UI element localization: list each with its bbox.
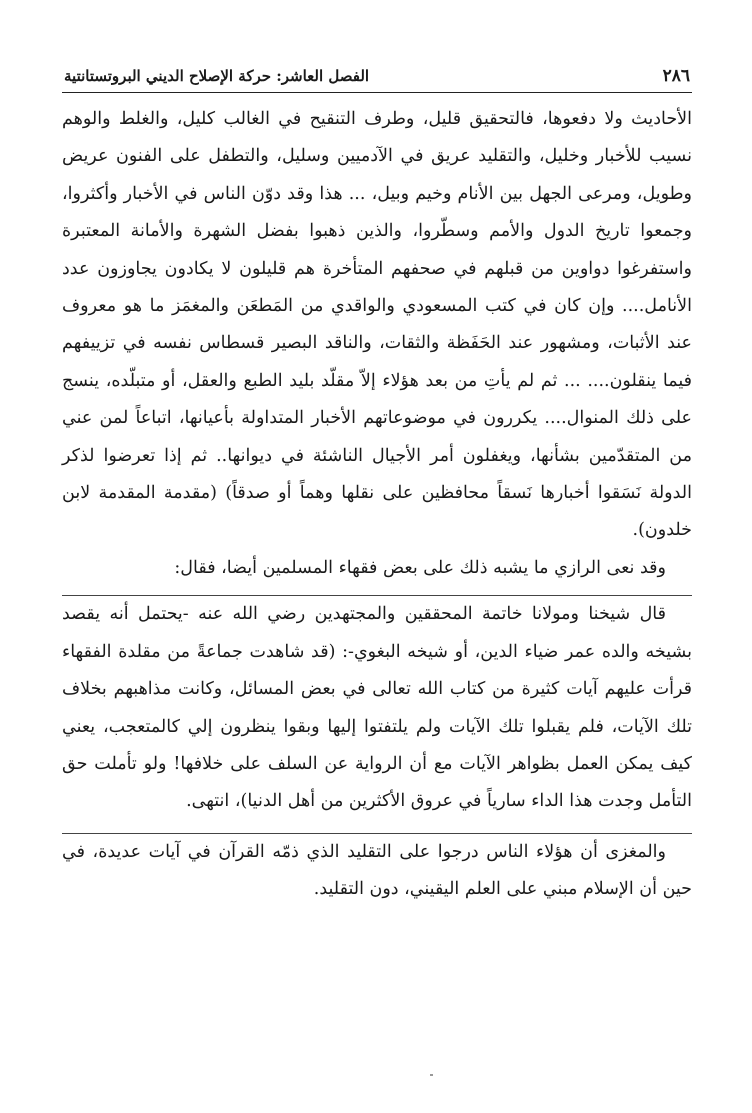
chapter-title: الفصل العاشر: حركة الإصلاح الديني البروتستانتية [64, 67, 370, 85]
page-number: ٢٨٦ [662, 66, 690, 86]
scan-speck [430, 1074, 433, 1076]
paragraph-quote-ibn-khaldun: الأحاديث ولا دفعوها، فالتحقيق قليل، وطرف التنقيح في الغالب كليل، والغلط والوهم نسيب للأخبار وخليل، والتقليد عريق في الآدميين وسليل، والتطفل على الفنون عريض وطويل، ومرعى الجهل بين الأنام وخيم وبيل، ... هذا وقد دوّن الناس في الأخبار وأكثروا، وجمعوا تاريخ الدول والأمم وسطّروا، والذين ذهبوا بفضل الشهرة والأمانة المعتبرة واستفرغوا دواوين من قبلهم في صحفهم المتأخرة هم قليلون لا يكادون يجاوزون عدد الأنامل.... وإن كان في كتب المسعودي والواقدي من المَطعَن والمغمَز ما هو معروف عند الأثبات، ومشهور عند الحَفَظة والثقات، والناقد البصير قسطاس نفسه في تزييفهم فيما ينقلون.... ... ثم لم يأتِ من بعد هؤلاء إلاّ مقلّد بليد الطبع والعقل، أو متبلّده، ينسج على ذلك المنوال.... يكررون في موضوعاتهم الأخبار المتداولة بأعيانها، اتباعاً لمن عني من المتقدّمين بشأنها، ويغفلون أمر الأجيال الناشئة في ديوانها.. ثم إذا تعرضوا لذكر الدولة نَسَقوا أخبارها نَسقاً محافظين على نقلها وهماً أو صدقاً) (مقدمة المقدمة لابن خلدون). [62, 109, 692, 541]
paragraph-razi-intro: وقد نعى الرازي ما يشبه ذلك على بعض فقهاء المسلمين أيضا، فقال: [62, 550, 692, 596]
book-page [62, 66, 692, 909]
page-body [62, 101, 692, 909]
paragraph-razi-quote: قال شيخنا ومولانا خاتمة المحققين والمجتهدين رضي الله عنه -يحتمل أنه يقصد بشيخه والده عمر ضياء الدين، أو شيخه البغوي-: (قد شاهدت جماعةً من مقلدة الفقهاء قرأت عليهم آيات كثيرة من كتاب الله تعالى في بعض المسائل، وكانت مذاهبهم بخلاف تلك الآيات، فلم يقبلوا تلك الآيات ولم يلتفتوا إليها وبقوا ينظرون إلي كالمتعجب، يعني كيف يمكن العمل بظواهر الآيات مع أن الرواية عن السلف على خلافها! ولو تأملت حق التأمل وجدت هذا الداء سارياً في عروق الأكثرين من أهل الدنيا)، انتهى. [62, 596, 692, 833]
paragraph-conclusion: والمغزى أن هؤلاء الناس درجوا على التقليد الذي ذمّه القرآن في آيات عديدة، في حين أن الإسلام مبني على العلم اليقيني، دون التقليد. [62, 841, 692, 900]
running-header [62, 66, 692, 93]
